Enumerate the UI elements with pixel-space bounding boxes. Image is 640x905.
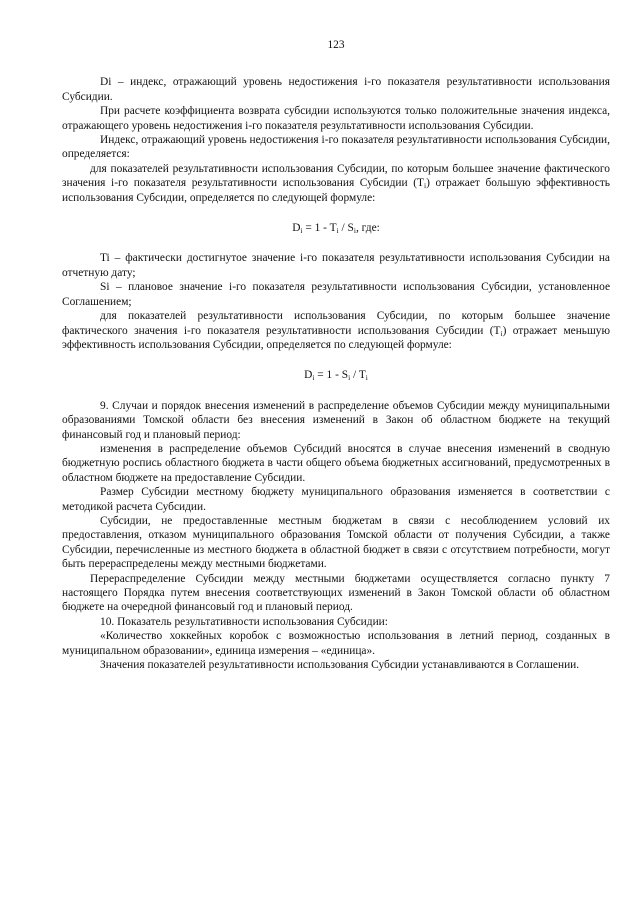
subscript: i bbox=[336, 226, 339, 236]
formula-two bbox=[62, 368, 610, 382]
paragraph-text: для показателей результативности использования Субсидии, по которым большее значение фактического значения i-го показателя результативности использования Субсидии (T bbox=[62, 162, 610, 190]
paragraph-greater-is-better bbox=[62, 162, 610, 205]
paragraph-undelivered-subsidies: Субсидии, не предоставленные местным бюджетам в связи с несоблюдением условий их предоставления, отказом муниципального образования Томской области от получения Субсидии, а также Субсидии, перечисленные из местного бюджета в областной бюджет в связи с отсутствием потребности, могут быть перераспределены между местными бюджетами. bbox=[62, 514, 610, 571]
formula-part: D bbox=[292, 222, 301, 235]
paragraph-text: ) отражает большую эффективность использования Субсидии, определяется по следующей формуле: bbox=[62, 177, 610, 204]
paragraph-di-definition: Di – индекс, отражающий уровень недостижения i-го показателя результативности использования Субсидии. bbox=[62, 76, 610, 103]
paragraph-positive-values: При расчете коэффициента возврата субсидии используются только положительные значения индекса, отражающего уровень недостижения i-го показателя результативности использования Субсидии. bbox=[62, 105, 610, 132]
subscript: i bbox=[365, 373, 368, 383]
paragraph-si-definition: Si – плановое значение i-го показателя результативности использования Субсидии, установленное Соглашением; bbox=[62, 281, 610, 308]
subscript: i bbox=[300, 226, 303, 236]
paragraph-index-definition: Индекс, отражающий уровень недостижения i-го показателя результативности использования Субсидии, определяется: bbox=[62, 134, 610, 161]
formula-part: / T bbox=[350, 369, 366, 382]
paragraph-redistribution: Перераспределение Субсидии между местными бюджетами осуществляется согласно пункту 7 настоящего Порядка путем внесения соответствующих изменений в Закон Томской области об областном бюджете на очередной финансовый год и плановый период. bbox=[62, 572, 610, 614]
formula-part: , где: bbox=[355, 222, 380, 235]
paragraph-ti-definition: Ti – фактически достигнутое значение i-го показателя результативности использования Субсидии на отчетную дату; bbox=[62, 252, 610, 279]
formula-one bbox=[62, 221, 610, 235]
subscript: i bbox=[312, 373, 315, 383]
paragraph-indicator: «Количество хоккейных коробок с возможностью использования в летний период, созданных в муниципальном образовании», единица измерения – «единица». bbox=[62, 630, 610, 657]
paragraph-distribution-changes: изменения в распределение объемов Субсидий вносятся в случае внесения изменений в сводную бюджетную роспись областного бюджета в части общего объема бюджетных ассигнований, предусмотренных в областном бюджете на предоставление Субсидии. bbox=[62, 442, 610, 484]
formula-part: = 1 - T bbox=[302, 222, 337, 235]
paragraph-greater-is-worse bbox=[62, 309, 610, 352]
page-number: 123 bbox=[327, 39, 345, 51]
subscript: i bbox=[423, 181, 427, 191]
subscript: i bbox=[348, 373, 351, 383]
subscript: i bbox=[500, 328, 503, 338]
formula-part: = 1 - S bbox=[314, 369, 349, 382]
paragraph-section-10: 10. Показатель результативности использования Субсидии: bbox=[100, 615, 388, 628]
paragraph-text: ) отражает меньшую эффективность использования Субсидии, определяется по следующей формуле: bbox=[62, 324, 610, 351]
paragraph-values-agreement: Значения показателей результативности использования Субсидии устанавливаются в Соглашении. bbox=[100, 659, 580, 672]
subscript: i bbox=[353, 226, 356, 236]
paragraph-subsidy-size: Размер Субсидии местному бюджету муниципального образования изменяется в соответствии с методикой расчета Субсидии. bbox=[62, 486, 610, 513]
formula-part: / S bbox=[338, 222, 354, 235]
paragraph-section-9: 9. Случаи и порядок внесения изменений в распределение объемов Субсидии между муниципальными образованиями Томской области без внесения изменений в Закон об областном бюджете на текущий финансовый год и плановый период: bbox=[62, 399, 610, 441]
paragraph-text: для показателей результативности использования Субсидии, по которым большее значение фактического значения i-го показателя результативности использования Субсидии (T bbox=[62, 310, 610, 337]
formula-part: D bbox=[304, 369, 313, 382]
